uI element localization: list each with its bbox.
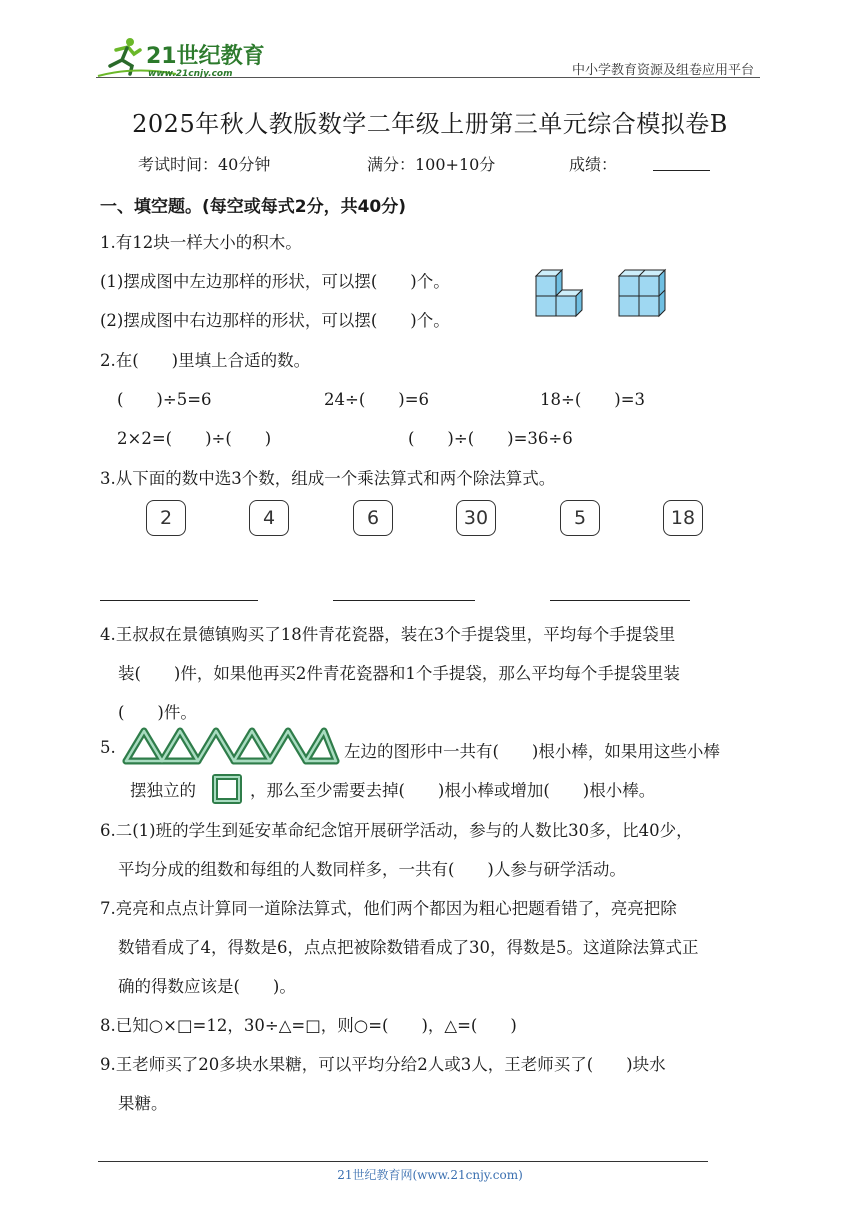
- answer-line[interactable]: [100, 600, 258, 601]
- q5-line2-start: 摆独立的: [130, 781, 196, 800]
- number-card: 6: [353, 500, 393, 536]
- number-card: 30: [456, 500, 496, 536]
- header-divider: [96, 77, 760, 78]
- q6-line2: 平均分成的组数和每组的人数同样多，一共有( )人参与研学活动。: [118, 860, 626, 879]
- section-heading: 一、填空题。(每空或每式2分，共40分): [100, 197, 407, 217]
- q4-line2: 装( )件，如果他再买2件青花瓷器和1个手提袋，那么平均每个手提袋里装: [118, 664, 680, 683]
- q9-line2: 果糖。: [118, 1094, 168, 1113]
- svg-text:www.21cnjy.com: www.21cnjy.com: [148, 69, 233, 79]
- q2-eq5: ( )÷( )=36÷6: [408, 429, 573, 448]
- number-card: 4: [249, 500, 289, 536]
- q8-text: 8.已知○×□=12，30÷△=□，则○=( )，△=( ): [100, 1016, 517, 1035]
- number-card: 18: [663, 500, 703, 536]
- svg-text:21世纪教育: 21世纪教育: [146, 44, 265, 69]
- q5-line2-end: ，那么至少需要去掉( )根小棒或增加( )根小棒。: [250, 781, 656, 800]
- q2-stem: 2.在( )里填上合适的数。: [100, 351, 311, 370]
- q7-line1: 7.亮亮和点点计算同一道除法算式，他们两个都因为粗心把题看错了，亮亮把除: [100, 899, 677, 918]
- q2-eq3: 18÷( )=3: [540, 390, 646, 409]
- q7-line3: 确的得数应该是( )。: [118, 977, 296, 996]
- result-blank[interactable]: [653, 170, 710, 171]
- q2-eq1: ( )÷5=6: [117, 390, 212, 409]
- q2-eq4: 2×2=( )÷( ): [117, 429, 272, 448]
- block-shape-right: [613, 262, 673, 322]
- q4-line1: 4.王叔叔在景德镇购买了18件青花瓷器，装在3个手提袋里，平均每个手提袋里: [100, 625, 676, 644]
- page-title: 2025年秋人教版数学二年级上册第三单元综合模拟卷B: [132, 110, 728, 138]
- answer-line[interactable]: [333, 600, 475, 601]
- platform-name: 中小学教育资源及组卷应用平台: [572, 63, 755, 78]
- q9-line1: 9.王老师买了20多块水果糖，可以平均分给2人或3人，王老师买了( )块水: [100, 1055, 666, 1074]
- full-score: 满分：100+10分: [367, 155, 496, 174]
- q1-stem: 1.有12块一样大小的积木。: [100, 233, 302, 252]
- number-card: 5: [560, 500, 600, 536]
- q5-number: 5.: [100, 738, 116, 757]
- q2-eq2: 24÷( )=6: [324, 390, 430, 409]
- footer-link[interactable]: 21世纪教育网(www.21cnjy.com): [337, 1168, 523, 1182]
- brand-logo: [96, 36, 266, 80]
- q5-line1: 左边的图形中一共有( )根小棒，如果用这些小棒: [344, 742, 720, 761]
- q4-line3: ( )件。: [118, 703, 197, 722]
- q7-line2: 数错看成了4，得数是6，点点把被除数错看成了30，得数是5。这道除法算式正: [118, 938, 699, 957]
- stick-square-icon: [210, 772, 244, 806]
- result-label: 成绩：: [569, 155, 618, 174]
- answer-line[interactable]: [550, 600, 690, 601]
- number-card: 2: [146, 500, 186, 536]
- stick-triangles: [120, 726, 342, 766]
- q6-line1: 6.二(1)班的学生到延安革命纪念馆开展研学活动，参与的人数比30多，比40少，: [100, 821, 693, 840]
- block-shape-left: [530, 262, 590, 322]
- exam-time: 考试时间：40分钟: [138, 155, 271, 174]
- footer-divider: [98, 1161, 708, 1162]
- q3-stem: 3.从下面的数中选3个数，组成一个乘法算式和两个除法算式。: [100, 469, 556, 488]
- q1-part1: (1)摆成图中左边那样的形状，可以摆( )个。: [100, 272, 450, 291]
- q1-part2: (2)摆成图中右边那样的形状，可以摆( )个。: [100, 311, 450, 330]
